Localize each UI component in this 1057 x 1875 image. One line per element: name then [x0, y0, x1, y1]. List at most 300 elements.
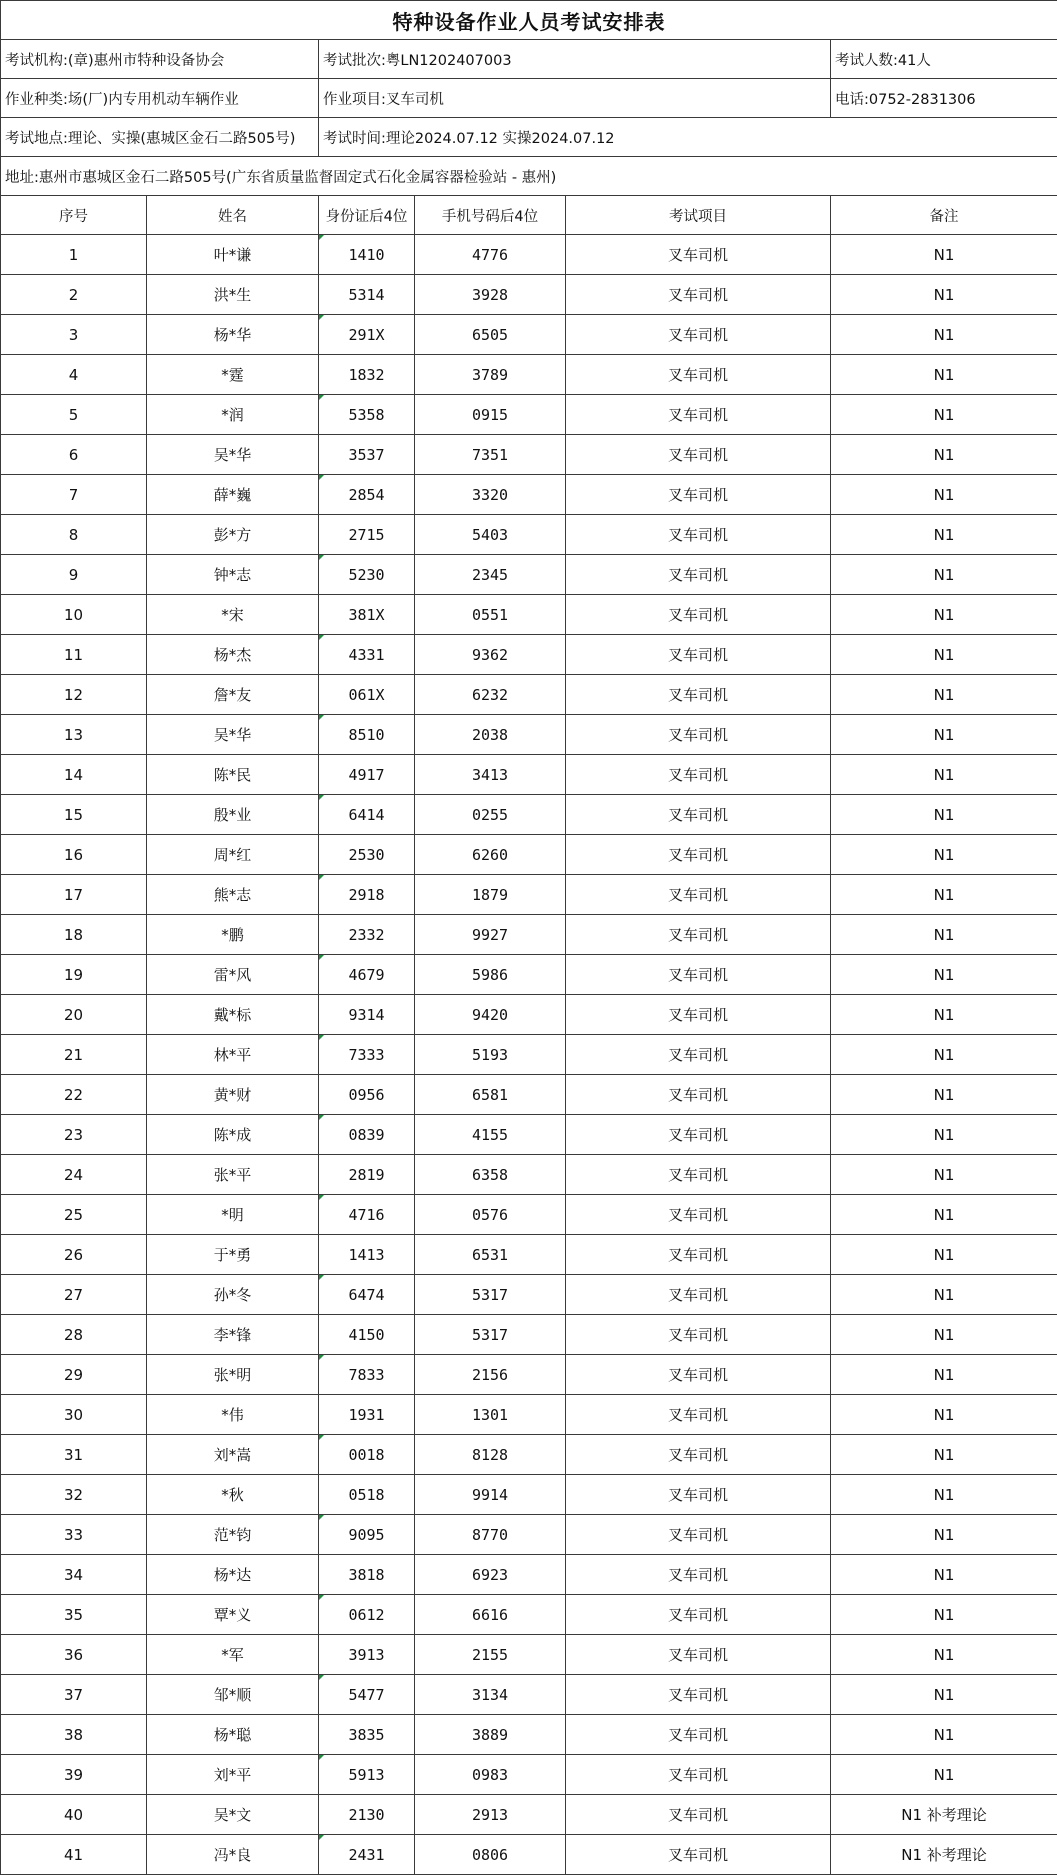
- table-row: [1, 1835, 1057, 1875]
- phone-last4-cell: 2345: [415, 555, 566, 595]
- exam-item-cell: 叉车司机: [566, 795, 831, 835]
- id-last4-cell: 4331: [319, 635, 415, 675]
- exam-item-cell: 叉车司机: [566, 1075, 831, 1115]
- seq-cell: 22: [1, 1075, 147, 1115]
- exam-address: 地址:惠州市惠城区金石二路505号(广东省质量监督固定式石化金属容器检验站 - 惠州): [1, 157, 1057, 196]
- table-row: [1, 515, 1057, 555]
- seq-cell: 17: [1, 875, 147, 915]
- table-row: [1, 595, 1057, 635]
- phone-last4-cell: 9914: [415, 1475, 566, 1515]
- name-cell: 张*明: [147, 1355, 319, 1395]
- name-cell: *秋: [147, 1475, 319, 1515]
- seq-cell: 32: [1, 1475, 147, 1515]
- name-cell: *明: [147, 1195, 319, 1235]
- seq-cell: 10: [1, 595, 147, 635]
- phone-last4-cell: 3413: [415, 755, 566, 795]
- seq-cell: 18: [1, 915, 147, 955]
- id-last4-cell: 0839: [319, 1115, 415, 1155]
- remark-cell: N1 补考理论: [831, 1795, 1057, 1835]
- exam-item-cell: 叉车司机: [566, 1155, 831, 1195]
- name-cell: 薛*巍: [147, 475, 319, 515]
- phone-last4-cell: 5317: [415, 1315, 566, 1355]
- table-row: [1, 1115, 1057, 1155]
- seq-cell: 39: [1, 1755, 147, 1795]
- name-cell: 黄*财: [147, 1075, 319, 1115]
- phone-last4-cell: 5403: [415, 515, 566, 555]
- seq-cell: 26: [1, 1235, 147, 1275]
- name-cell: 孙*冬: [147, 1275, 319, 1315]
- id-last4-cell: 4716: [319, 1195, 415, 1235]
- exam-time: 考试时间:理论2024.07.12 实操2024.07.12: [319, 118, 1057, 157]
- exam-item-cell: 叉车司机: [566, 755, 831, 795]
- id-last4-cell: 2854: [319, 475, 415, 515]
- table-row: [1, 1395, 1057, 1435]
- name-cell: 洪*生: [147, 275, 319, 315]
- seq-cell: 28: [1, 1315, 147, 1355]
- id-last4-cell: 5314: [319, 275, 415, 315]
- remark-cell: N1 补考理论: [831, 1835, 1057, 1875]
- name-cell: 钟*志: [147, 555, 319, 595]
- name-cell: 陈*成: [147, 1115, 319, 1155]
- id-last4-cell: 2130: [319, 1795, 415, 1835]
- id-last4-cell: 2819: [319, 1155, 415, 1195]
- phone-last4-cell: 6232: [415, 675, 566, 715]
- id-last4-cell: 0612: [319, 1595, 415, 1635]
- exam-item-cell: 叉车司机: [566, 1755, 831, 1795]
- exam-item-cell: 叉车司机: [566, 395, 831, 435]
- seq-cell: 38: [1, 1715, 147, 1755]
- phone-last4-cell: 9927: [415, 915, 566, 955]
- remark-cell: N1: [831, 475, 1057, 515]
- remark-cell: N1: [831, 555, 1057, 595]
- seq-cell: 12: [1, 675, 147, 715]
- remark-cell: N1: [831, 435, 1057, 475]
- table-row: [1, 1275, 1057, 1315]
- remark-cell: N1: [831, 1035, 1057, 1075]
- seq-cell: 35: [1, 1595, 147, 1635]
- name-cell: 彭*方: [147, 515, 319, 555]
- phone-last4-cell: 3789: [415, 355, 566, 395]
- info-row-3: [1, 118, 1057, 157]
- exam-batch: 考试批次:粤LN1202407003: [319, 40, 831, 79]
- table-row: [1, 755, 1057, 795]
- name-cell: 吴*华: [147, 435, 319, 475]
- name-cell: 吴*华: [147, 715, 319, 755]
- exam-item-cell: 叉车司机: [566, 635, 831, 675]
- phone-last4-cell: 6616: [415, 1595, 566, 1635]
- table-row: [1, 1075, 1057, 1115]
- header-id-last4: 身份证后4位: [319, 196, 415, 235]
- info-row-4: [1, 157, 1057, 196]
- table-row: [1, 1635, 1057, 1675]
- table-row: [1, 715, 1057, 755]
- exam-count: 考试人数:41人: [831, 40, 1057, 79]
- remark-cell: N1: [831, 1435, 1057, 1475]
- remark-cell: N1: [831, 1595, 1057, 1635]
- phone-last4-cell: 3320: [415, 475, 566, 515]
- seq-cell: 30: [1, 1395, 147, 1435]
- seq-cell: 41: [1, 1835, 147, 1875]
- work-item: 作业项目:叉车司机: [319, 79, 831, 118]
- name-cell: 雷*风: [147, 955, 319, 995]
- seq-cell: 11: [1, 635, 147, 675]
- table-row: [1, 235, 1057, 275]
- remark-cell: N1: [831, 1715, 1057, 1755]
- remark-cell: N1: [831, 675, 1057, 715]
- table-row: [1, 1795, 1057, 1835]
- name-cell: 戴*标: [147, 995, 319, 1035]
- id-last4-cell: 6474: [319, 1275, 415, 1315]
- exam-item-cell: 叉车司机: [566, 475, 831, 515]
- work-category: 作业种类:场(厂)内专用机动车辆作业: [1, 79, 319, 118]
- exam-item-cell: 叉车司机: [566, 875, 831, 915]
- id-last4-cell: 6414: [319, 795, 415, 835]
- exam-item-cell: 叉车司机: [566, 275, 831, 315]
- id-last4-cell: 2918: [319, 875, 415, 915]
- id-last4-cell: 3913: [319, 1635, 415, 1675]
- seq-cell: 34: [1, 1555, 147, 1595]
- id-last4-cell: 9095: [319, 1515, 415, 1555]
- exam-item-cell: 叉车司机: [566, 1035, 831, 1075]
- id-last4-cell: 1413: [319, 1235, 415, 1275]
- table-row: [1, 315, 1057, 355]
- exam-location: 考试地点:理论、实操(惠城区金石二路505号): [1, 118, 319, 157]
- id-last4-cell: 2530: [319, 835, 415, 875]
- seq-cell: 36: [1, 1635, 147, 1675]
- table-row: [1, 955, 1057, 995]
- seq-cell: 4: [1, 355, 147, 395]
- name-cell: 范*钧: [147, 1515, 319, 1555]
- id-last4-cell: 1931: [319, 1395, 415, 1435]
- id-last4-cell: 4150: [319, 1315, 415, 1355]
- phone-last4-cell: 1879: [415, 875, 566, 915]
- name-cell: 刘*嵩: [147, 1435, 319, 1475]
- name-cell: 李*锋: [147, 1315, 319, 1355]
- seq-cell: 33: [1, 1515, 147, 1555]
- name-cell: 詹*友: [147, 675, 319, 715]
- remark-cell: N1: [831, 1115, 1057, 1155]
- id-last4-cell: 3835: [319, 1715, 415, 1755]
- remark-cell: N1: [831, 1195, 1057, 1235]
- phone-last4-cell: 5986: [415, 955, 566, 995]
- exam-item-cell: 叉车司机: [566, 355, 831, 395]
- info-row-2: [1, 79, 1057, 118]
- table-row: [1, 1315, 1057, 1355]
- name-cell: 冯*良: [147, 1835, 319, 1875]
- exam-item-cell: 叉车司机: [566, 555, 831, 595]
- remark-cell: N1: [831, 1075, 1057, 1115]
- phone-last4-cell: 9362: [415, 635, 566, 675]
- seq-cell: 3: [1, 315, 147, 355]
- exam-item-cell: 叉车司机: [566, 995, 831, 1035]
- phone-last4-cell: 9420: [415, 995, 566, 1035]
- phone-last4-cell: 4776: [415, 235, 566, 275]
- seq-cell: 40: [1, 1795, 147, 1835]
- remark-cell: N1: [831, 1515, 1057, 1555]
- remark-cell: N1: [831, 1155, 1057, 1195]
- id-last4-cell: 381X: [319, 595, 415, 635]
- id-last4-cell: 0956: [319, 1075, 415, 1115]
- phone-last4-cell: 6531: [415, 1235, 566, 1275]
- table-row: [1, 1715, 1057, 1755]
- id-last4-cell: 5358: [319, 395, 415, 435]
- exam-item-cell: 叉车司机: [566, 955, 831, 995]
- exam-item-cell: 叉车司机: [566, 1395, 831, 1435]
- seq-cell: 1: [1, 235, 147, 275]
- exam-item-cell: 叉车司机: [566, 835, 831, 875]
- seq-cell: 6: [1, 435, 147, 475]
- phone-last4-cell: 0915: [415, 395, 566, 435]
- id-last4-cell: 0018: [319, 1435, 415, 1475]
- remark-cell: N1: [831, 995, 1057, 1035]
- seq-cell: 25: [1, 1195, 147, 1235]
- id-last4-cell: 2715: [319, 515, 415, 555]
- seq-cell: 23: [1, 1115, 147, 1155]
- phone-last4-cell: 4155: [415, 1115, 566, 1155]
- phone-last4-cell: 2156: [415, 1355, 566, 1395]
- exam-item-cell: 叉车司机: [566, 1355, 831, 1395]
- phone-last4-cell: 6581: [415, 1075, 566, 1115]
- table-row: [1, 835, 1057, 875]
- exam-item-cell: 叉车司机: [566, 1475, 831, 1515]
- exam-org: 考试机构:(章)惠州市特种设备协会: [1, 40, 319, 79]
- id-last4-cell: 1410: [319, 235, 415, 275]
- remark-cell: N1: [831, 395, 1057, 435]
- id-last4-cell: 2431: [319, 1835, 415, 1875]
- phone-last4-cell: 2155: [415, 1635, 566, 1675]
- seq-cell: 19: [1, 955, 147, 995]
- remark-cell: N1: [831, 955, 1057, 995]
- seq-cell: 5: [1, 395, 147, 435]
- id-last4-cell: 291X: [319, 315, 415, 355]
- table-row: [1, 395, 1057, 435]
- table-row: [1, 1195, 1057, 1235]
- table-header-row: [1, 196, 1057, 235]
- table-row: [1, 435, 1057, 475]
- seq-cell: 27: [1, 1275, 147, 1315]
- header-remark: 备注: [831, 196, 1057, 235]
- exam-item-cell: 叉车司机: [566, 715, 831, 755]
- phone-last4-cell: 3134: [415, 1675, 566, 1715]
- remark-cell: N1: [831, 515, 1057, 555]
- header-name: 姓名: [147, 196, 319, 235]
- table-row: [1, 475, 1057, 515]
- seq-cell: 7: [1, 475, 147, 515]
- remark-cell: N1: [831, 1355, 1057, 1395]
- id-last4-cell: 7833: [319, 1355, 415, 1395]
- exam-item-cell: 叉车司机: [566, 1275, 831, 1315]
- remark-cell: N1: [831, 275, 1057, 315]
- name-cell: *军: [147, 1635, 319, 1675]
- name-cell: 邹*顺: [147, 1675, 319, 1715]
- phone-last4-cell: 0551: [415, 595, 566, 635]
- phone-last4-cell: 6358: [415, 1155, 566, 1195]
- id-last4-cell: 8510: [319, 715, 415, 755]
- seq-cell: 15: [1, 795, 147, 835]
- name-cell: 殷*业: [147, 795, 319, 835]
- exam-item-cell: 叉车司机: [566, 675, 831, 715]
- name-cell: 覃*义: [147, 1595, 319, 1635]
- remark-cell: N1: [831, 875, 1057, 915]
- phone-last4-cell: 3928: [415, 275, 566, 315]
- remark-cell: N1: [831, 635, 1057, 675]
- sheet-title: 特种设备作业人员考试安排表: [1, 1, 1057, 40]
- table-row: [1, 275, 1057, 315]
- name-cell: 杨*达: [147, 1555, 319, 1595]
- remark-cell: N1: [831, 1395, 1057, 1435]
- seq-cell: 31: [1, 1435, 147, 1475]
- name-cell: *霆: [147, 355, 319, 395]
- table-row: [1, 1235, 1057, 1275]
- id-last4-cell: 3537: [319, 435, 415, 475]
- phone-last4-cell: 2038: [415, 715, 566, 755]
- phone-last4-cell: 6923: [415, 1555, 566, 1595]
- phone-last4-cell: 8770: [415, 1515, 566, 1555]
- id-last4-cell: 4917: [319, 755, 415, 795]
- exam-item-cell: 叉车司机: [566, 235, 831, 275]
- id-last4-cell: 4679: [319, 955, 415, 995]
- phone-last4-cell: 7351: [415, 435, 566, 475]
- name-cell: *宋: [147, 595, 319, 635]
- phone-last4-cell: 6505: [415, 315, 566, 355]
- name-cell: 林*平: [147, 1035, 319, 1075]
- table-row: [1, 355, 1057, 395]
- table-row: [1, 1675, 1057, 1715]
- table-row: [1, 635, 1057, 675]
- exam-item-cell: 叉车司机: [566, 1715, 831, 1755]
- seq-cell: 8: [1, 515, 147, 555]
- id-last4-cell: 3818: [319, 1555, 415, 1595]
- table-row: [1, 555, 1057, 595]
- name-cell: *润: [147, 395, 319, 435]
- exam-item-cell: 叉车司机: [566, 1555, 831, 1595]
- name-cell: *伟: [147, 1395, 319, 1435]
- id-last4-cell: 7333: [319, 1035, 415, 1075]
- phone-last4-cell: 5317: [415, 1275, 566, 1315]
- remark-cell: N1: [831, 1235, 1057, 1275]
- phone-last4-cell: 1301: [415, 1395, 566, 1435]
- exam-item-cell: 叉车司机: [566, 1315, 831, 1355]
- name-cell: 张*平: [147, 1155, 319, 1195]
- table-row: [1, 1475, 1057, 1515]
- table-row: [1, 675, 1057, 715]
- remark-cell: N1: [831, 915, 1057, 955]
- seq-cell: 37: [1, 1675, 147, 1715]
- table-row: [1, 795, 1057, 835]
- remark-cell: N1: [831, 1755, 1057, 1795]
- seq-cell: 9: [1, 555, 147, 595]
- name-cell: 陈*民: [147, 755, 319, 795]
- name-cell: 杨*华: [147, 315, 319, 355]
- phone-last4-cell: 6260: [415, 835, 566, 875]
- phone-last4-cell: 0255: [415, 795, 566, 835]
- seq-cell: 20: [1, 995, 147, 1035]
- exam-item-cell: 叉车司机: [566, 1835, 831, 1875]
- id-last4-cell: 5477: [319, 1675, 415, 1715]
- remark-cell: N1: [831, 795, 1057, 835]
- table-row: [1, 1555, 1057, 1595]
- id-last4-cell: 1832: [319, 355, 415, 395]
- info-row-1: [1, 40, 1057, 79]
- phone-last4-cell: 0576: [415, 1195, 566, 1235]
- exam-item-cell: 叉车司机: [566, 1635, 831, 1675]
- table-row: [1, 1035, 1057, 1075]
- phone-last4-cell: 5193: [415, 1035, 566, 1075]
- table-row: [1, 995, 1057, 1035]
- exam-item-cell: 叉车司机: [566, 1675, 831, 1715]
- table-row: [1, 915, 1057, 955]
- seq-cell: 21: [1, 1035, 147, 1075]
- phone-last4-cell: 8128: [415, 1435, 566, 1475]
- remark-cell: N1: [831, 235, 1057, 275]
- table-row: [1, 1355, 1057, 1395]
- id-last4-cell: 5230: [319, 555, 415, 595]
- name-cell: 熊*志: [147, 875, 319, 915]
- table-row: [1, 1435, 1057, 1475]
- phone-last4-cell: 2913: [415, 1795, 566, 1835]
- header-exam-item: 考试项目: [566, 196, 831, 235]
- exam-item-cell: 叉车司机: [566, 1515, 831, 1555]
- id-last4-cell: 5913: [319, 1755, 415, 1795]
- contact-phone: 电话:0752-2831306: [831, 79, 1057, 118]
- name-cell: 刘*平: [147, 1755, 319, 1795]
- exam-item-cell: 叉车司机: [566, 1435, 831, 1475]
- title-row: [1, 1, 1057, 40]
- seq-cell: 13: [1, 715, 147, 755]
- phone-last4-cell: 3889: [415, 1715, 566, 1755]
- table-row: [1, 1595, 1057, 1635]
- id-last4-cell: 9314: [319, 995, 415, 1035]
- header-phone-last4: 手机号码后4位: [415, 196, 566, 235]
- id-last4-cell: 2332: [319, 915, 415, 955]
- remark-cell: N1: [831, 1275, 1057, 1315]
- phone-last4-cell: 0983: [415, 1755, 566, 1795]
- remark-cell: N1: [831, 715, 1057, 755]
- phone-last4-cell: 0806: [415, 1835, 566, 1875]
- name-cell: 周*红: [147, 835, 319, 875]
- remark-cell: N1: [831, 1555, 1057, 1595]
- exam-item-cell: 叉车司机: [566, 1795, 831, 1835]
- seq-cell: 24: [1, 1155, 147, 1195]
- id-last4-cell: 061X: [319, 675, 415, 715]
- seq-cell: 2: [1, 275, 147, 315]
- remark-cell: N1: [831, 1635, 1057, 1675]
- remark-cell: N1: [831, 355, 1057, 395]
- name-cell: *鹏: [147, 915, 319, 955]
- header-seq: 序号: [1, 196, 147, 235]
- name-cell: 叶*谦: [147, 235, 319, 275]
- name-cell: 杨*聪: [147, 1715, 319, 1755]
- seq-cell: 14: [1, 755, 147, 795]
- seq-cell: 29: [1, 1355, 147, 1395]
- remark-cell: N1: [831, 1475, 1057, 1515]
- exam-item-cell: 叉车司机: [566, 1115, 831, 1155]
- name-cell: 杨*杰: [147, 635, 319, 675]
- exam-item-cell: 叉车司机: [566, 915, 831, 955]
- table-row: [1, 875, 1057, 915]
- remark-cell: N1: [831, 835, 1057, 875]
- table-row: [1, 1755, 1057, 1795]
- exam-item-cell: 叉车司机: [566, 595, 831, 635]
- table-row: [1, 1155, 1057, 1195]
- remark-cell: N1: [831, 755, 1057, 795]
- remark-cell: N1: [831, 315, 1057, 355]
- remark-cell: N1: [831, 1315, 1057, 1355]
- name-cell: 于*勇: [147, 1235, 319, 1275]
- id-last4-cell: 0518: [319, 1475, 415, 1515]
- exam-item-cell: 叉车司机: [566, 1595, 831, 1635]
- remark-cell: N1: [831, 1675, 1057, 1715]
